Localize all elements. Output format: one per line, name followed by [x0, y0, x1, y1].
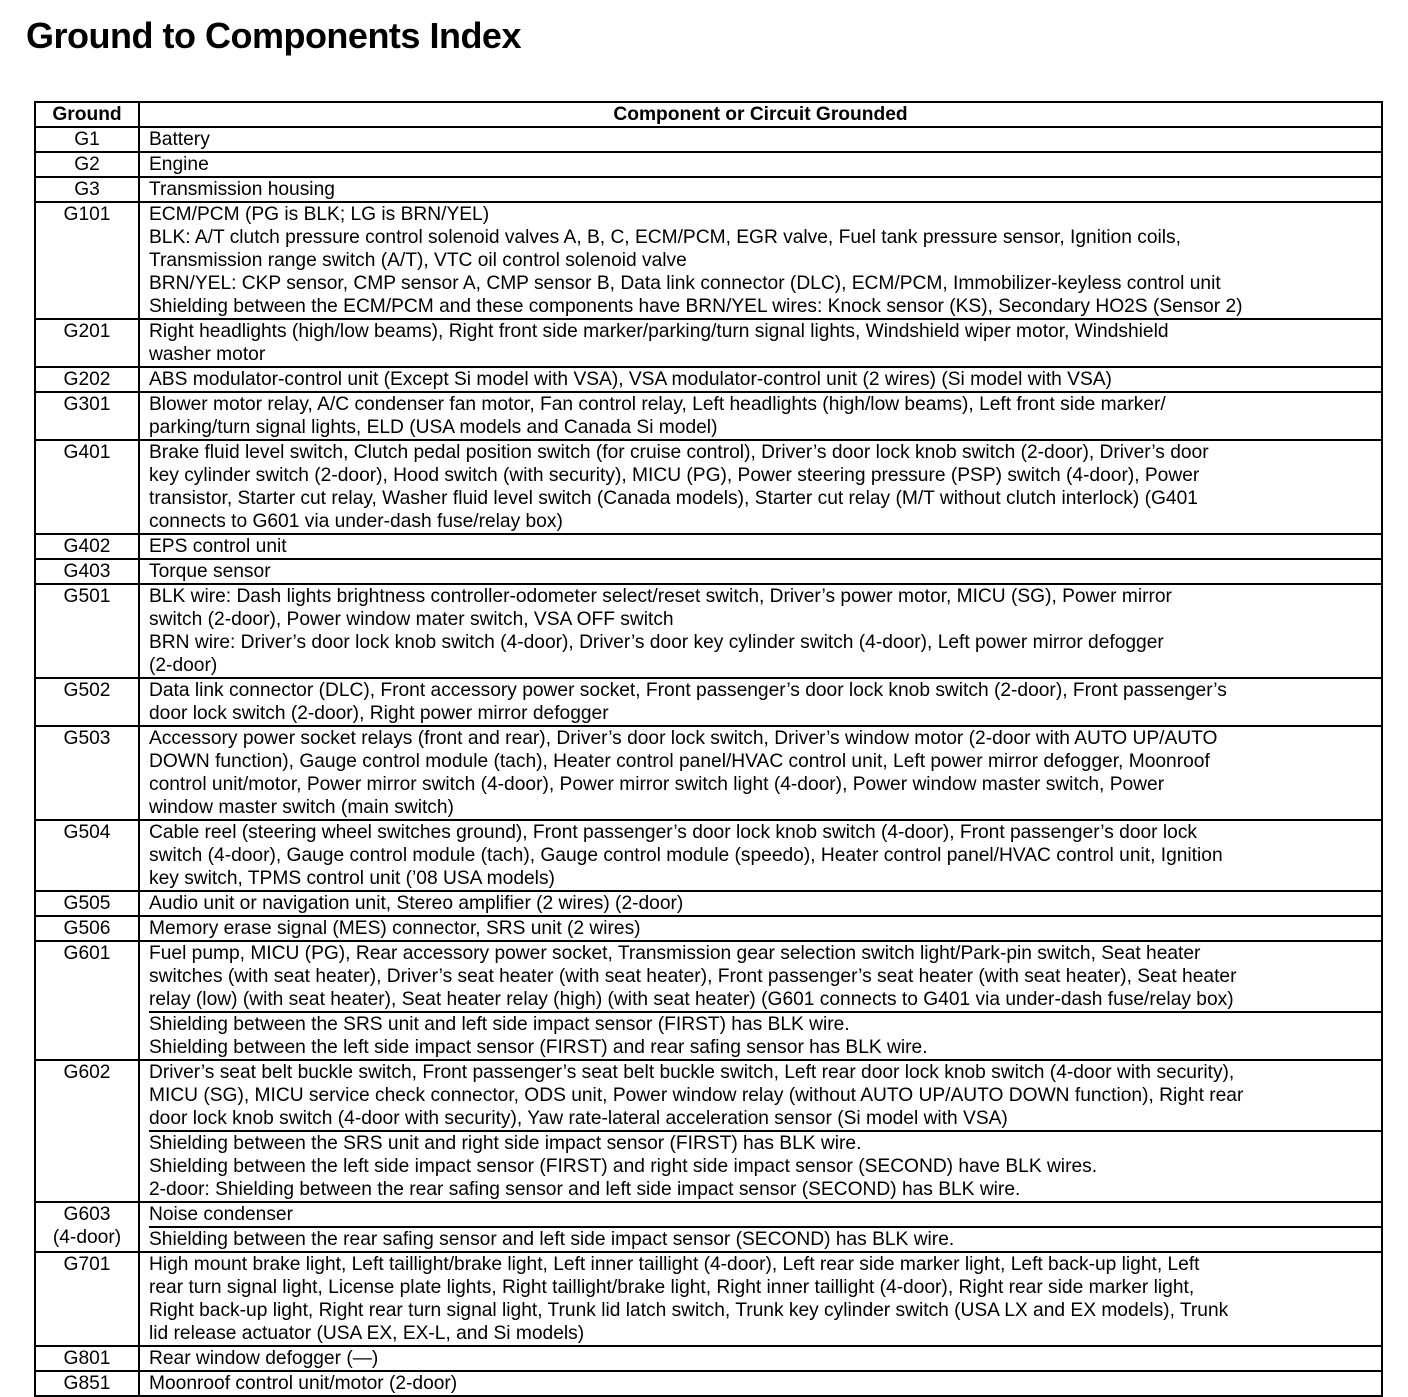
table-body [35, 127, 1382, 1396]
component-line: control unit/motor, Power mirror switch (4-door), Power mirror switch light (4-door), Power window master switch, Power [149, 774, 1165, 795]
component-cell [139, 1060, 1382, 1202]
component-line: Battery [149, 129, 210, 150]
component-cell [139, 941, 1382, 1060]
component-cell [139, 1202, 1382, 1252]
ground-id: G301 [63, 394, 111, 415]
component-section [149, 535, 1381, 558]
component-cell [139, 367, 1382, 392]
component-line: BRN/YEL: CKP sensor, CMP sensor A, CMP sensor B, Data link connector (DLC), ECM/PCM, Immobilizer-keyless control unit [149, 273, 1221, 294]
component-section [149, 393, 1381, 439]
component-cell [139, 726, 1382, 820]
component-cell [139, 559, 1382, 584]
ground-cell [35, 820, 139, 891]
component-line: lid release actuator (USA EX, EX-L, and Si models) [149, 1323, 585, 1344]
component-cell [139, 1252, 1382, 1346]
table-row [35, 916, 1382, 941]
component-line: Shielding between the left side impact sensor (FIRST) and rear safing sensor has BLK wire. [149, 1037, 928, 1058]
component-cell [139, 127, 1382, 152]
component-section [149, 917, 1381, 940]
component-section [149, 1061, 1381, 1130]
component-section [149, 560, 1381, 583]
component-cell [139, 152, 1382, 177]
component-line: Shielding between the left side impact sensor (FIRST) and right side impact sensor (SECOND) have BLK wires. [149, 1156, 1098, 1177]
component-section [149, 441, 1381, 533]
component-section [149, 203, 1381, 318]
component-line: ABS modulator-control unit (Except Si model with VSA), VSA modulator-control unit (2 wires) (Si model with VSA) [149, 369, 1112, 390]
component-line: BLK: A/T clutch pressure control solenoid valves A, B, C, ECM/PCM, EGR valve, Fuel tank pressure sensor, Ignition coils, [149, 227, 1181, 248]
component-cell [139, 319, 1382, 367]
component-line: switch (4-door), Gauge control module (tach), Gauge control module (speedo), Heater control panel/HVAC control unit, Ignition [149, 845, 1223, 866]
component-line: connects to G601 via under-dash fuse/relay box) [149, 511, 563, 532]
component-line: rear turn signal light, License plate lights, Right taillight/brake light, Right inner taillight (4-door), Right rear side marker light, [149, 1277, 1195, 1298]
component-line: Right headlights (high/low beams), Right front side marker/parking/turn signal lights, Windshield wiper motor, Windshield [149, 321, 1169, 342]
table-row [35, 941, 1382, 1060]
ground-id: G3 [74, 179, 100, 200]
component-line: Right back-up light, Right rear turn signal light, Trunk lid latch switch, Trunk key cylinder switch (USA LX and EX models), Trunk [149, 1300, 1229, 1321]
component-line: BLK wire: Dash lights brightness controller-odometer select/reset switch, Driver’s power motor, MICU (SG), Power mirror [149, 586, 1172, 607]
table-row [35, 1371, 1382, 1396]
component-cell [139, 1371, 1382, 1396]
component-line: switches (with seat heater), Driver’s seat heater (with seat heater), Front passenger’s seat heater (with seat heater), Seat heater [149, 966, 1237, 987]
ground-cell [35, 678, 139, 726]
table-row [35, 534, 1382, 559]
ground-id: G851 [63, 1373, 111, 1394]
table-row [35, 1346, 1382, 1371]
component-section [149, 320, 1381, 366]
ground-cell [35, 559, 139, 584]
ground-id: G401 [63, 442, 111, 463]
component-section [149, 942, 1381, 1011]
ground-id: G1 [74, 129, 100, 150]
table-row [35, 177, 1382, 202]
component-line: Shielding between the SRS unit and left side impact sensor (FIRST) has BLK wire. [149, 1014, 850, 1035]
ground-id: G201 [63, 321, 111, 342]
ground-id: G202 [63, 369, 111, 390]
ground-index-table [34, 101, 1383, 1397]
ground-id: G506 [63, 918, 111, 939]
component-cell [139, 177, 1382, 202]
component-cell [139, 392, 1382, 440]
component-line: switch (2-door), Power window mater switch, VSA OFF switch [149, 609, 674, 630]
ground-cell [35, 127, 139, 152]
component-section [149, 1347, 1381, 1370]
component-cell [139, 534, 1382, 559]
component-line: Fuel pump, MICU (PG), Rear accessory power socket, Transmission gear selection switch light/Park-pin switch, Seat heater [149, 943, 1201, 964]
component-line: (2-door) [149, 655, 218, 676]
component-line: Audio unit or navigation unit, Stereo amplifier (2 wires) (2-door) [149, 893, 684, 914]
component-cell [139, 820, 1382, 891]
component-line: parking/turn signal lights, ELD (USA models and Canada Si model) [149, 417, 718, 438]
component-line: Transmission range switch (A/T), VTC oil control solenoid valve [149, 250, 687, 271]
ground-id: G503 [63, 728, 111, 749]
table-row [35, 152, 1382, 177]
component-line: Engine [149, 154, 209, 175]
component-line: EPS control unit [149, 536, 287, 557]
component-cell [139, 202, 1382, 319]
ground-id: G505 [63, 893, 111, 914]
component-line: washer motor [149, 344, 266, 365]
component-line: door lock switch (2-door), Right power mirror defogger [149, 703, 609, 724]
component-section [149, 128, 1381, 151]
table-row [35, 1252, 1382, 1346]
ground-column-header: Ground [35, 102, 139, 127]
ground-cell [35, 1060, 139, 1202]
ground-id: G603 [63, 1204, 111, 1225]
ground-cell [35, 1252, 139, 1346]
component-line: key cylinder switch (2-door), Hood switch (with security), MICU (PG), Power steering pressure (PSP) switch (4-door), Power [149, 465, 1200, 486]
ground-id: G403 [63, 561, 111, 582]
component-section [149, 368, 1381, 391]
component-line: Shielding between the ECM/PCM and these components have BRN/YEL wires: Knock sensor (KS), Secondary HO2S (Sensor 2) [149, 296, 1243, 317]
table-row [35, 584, 1382, 678]
component-cell [139, 891, 1382, 916]
component-section [149, 1203, 1381, 1226]
table-row [35, 820, 1382, 891]
page-title: Ground to Components Index [26, 15, 521, 56]
component-line: Transmission housing [149, 179, 335, 200]
component-cell [139, 584, 1382, 678]
ground-cell [35, 726, 139, 820]
table-row [35, 678, 1382, 726]
component-section [149, 1011, 1381, 1059]
component-section [149, 821, 1381, 890]
component-line: High mount brake light, Left taillight/brake light, Left inner taillight (4-door), Left rear side marker light, Left back-up light, Left [149, 1254, 1200, 1275]
component-line: Data link connector (DLC), Front accessory power socket, Front passenger’s door lock knob switch (2-door), Front passenger’s [149, 680, 1227, 701]
ground-id: (4-door) [52, 1227, 122, 1248]
table-row [35, 202, 1382, 319]
ground-cell [35, 392, 139, 440]
component-line: Cable reel (steering wheel switches ground), Front passenger’s door lock knob switch (4-door), Front passenger’s door lock [149, 822, 1198, 843]
component-section [149, 679, 1381, 725]
component-line: Blower motor relay, A/C condenser fan motor, Fan control relay, Left headlights (high/low beams), Left front side marker/ [149, 394, 1166, 415]
table-row [35, 559, 1382, 584]
ground-id: G801 [63, 1348, 111, 1369]
component-line: Memory erase signal (MES) connector, SRS unit (2 wires) [149, 918, 641, 939]
component-cell [139, 440, 1382, 534]
component-column-header: Component or Circuit Grounded [139, 102, 1382, 127]
ground-cell [35, 1202, 139, 1252]
ground-id: G504 [63, 822, 111, 843]
ground-id: G701 [63, 1254, 111, 1275]
table-row [35, 127, 1382, 152]
component-line: Rear window defogger (—) [149, 1348, 379, 1369]
ground-cell [35, 584, 139, 678]
ground-cell [35, 534, 139, 559]
component-cell [139, 678, 1382, 726]
component-line: BRN wire: Driver’s door lock knob switch (4-door), Driver’s door key cylinder switch (4-door), Left power mirror defogger [149, 632, 1164, 653]
component-line: key switch, TPMS control unit (’08 USA models) [149, 868, 555, 889]
ground-cell [35, 152, 139, 177]
table-row [35, 440, 1382, 534]
component-line: transistor, Starter cut relay, Washer fluid level switch (Canada models), Starter cut relay (M/T without clutch interlock) (G401 [149, 488, 1198, 509]
ground-id: G502 [63, 680, 111, 701]
component-cell [139, 1346, 1382, 1371]
component-section [149, 892, 1381, 915]
ground-cell [35, 1371, 139, 1396]
ground-id: G601 [63, 943, 111, 964]
component-line: Accessory power socket relays (front and rear), Driver’s door lock switch, Driver’s window motor (2-door with AUTO UP/AUTO [149, 728, 1218, 749]
table-header-row [35, 102, 1382, 127]
component-line: relay (low) (with seat heater), Seat heater relay (high) (with seat heater) (G601 connects to G401 via under-dash fuse/relay box) [149, 989, 1234, 1010]
component-line: MICU (SG), MICU service check connector, ODS unit, Power window relay (without AUTO UP/AUTO DOWN function), Right rear [149, 1085, 1244, 1106]
component-section [149, 1372, 1381, 1395]
ground-cell [35, 941, 139, 1060]
component-section [149, 585, 1381, 677]
ground-id: G101 [63, 204, 111, 225]
component-line: Torque sensor [149, 561, 271, 582]
component-section [149, 1253, 1381, 1345]
component-section [149, 727, 1381, 819]
component-line: 2-door: Shielding between the rear safing sensor and left side impact sensor (SECOND) has BLK wire. [149, 1179, 1021, 1200]
component-line: Driver’s seat belt buckle switch, Front passenger’s seat belt buckle switch, Left rear door lock knob switch (4-door with security), [149, 1062, 1235, 1083]
ground-id: G602 [63, 1062, 111, 1083]
component-line: door lock knob switch (4-door with security), Yaw rate-lateral acceleration sensor (Si model with VSA) [149, 1108, 1008, 1129]
ground-cell [35, 440, 139, 534]
table-row [35, 726, 1382, 820]
component-cell [139, 916, 1382, 941]
ground-cell [35, 367, 139, 392]
component-line: window master switch (main switch) [149, 797, 454, 818]
table-row [35, 891, 1382, 916]
component-line: Moonroof control unit/motor (2-door) [149, 1373, 458, 1394]
component-section [149, 153, 1381, 176]
component-line: Shielding between the rear safing sensor and left side impact sensor (SECOND) has BLK wire. [149, 1229, 955, 1250]
ground-cell [35, 319, 139, 367]
component-line: Brake fluid level switch, Clutch pedal position switch (for cruise control), Driver’s door lock knob switch (2-door), Driver’s door [149, 442, 1209, 463]
component-line: Shielding between the SRS unit and right side impact sensor (FIRST) has BLK wire. [149, 1133, 862, 1154]
ground-cell [35, 891, 139, 916]
component-section [149, 1130, 1381, 1201]
table-row [35, 367, 1382, 392]
table-row [35, 319, 1382, 367]
ground-cell [35, 177, 139, 202]
ground-id: G402 [63, 536, 111, 557]
ground-cell [35, 1346, 139, 1371]
ground-cell [35, 916, 139, 941]
table-row [35, 1060, 1382, 1202]
table-row [35, 392, 1382, 440]
component-section [149, 178, 1381, 201]
component-line: Noise condenser [149, 1204, 293, 1225]
ground-id: G501 [63, 586, 111, 607]
table-row [35, 1202, 1382, 1252]
component-line: ECM/PCM (PG is BLK; LG is BRN/YEL) [149, 204, 490, 225]
component-line: DOWN function), Gauge control module (tach), Heater control panel/HVAC control unit, Left power mirror defogger, Moonroof [149, 751, 1210, 772]
ground-cell [35, 202, 139, 319]
ground-id: G2 [74, 154, 100, 175]
component-section [149, 1226, 1381, 1251]
